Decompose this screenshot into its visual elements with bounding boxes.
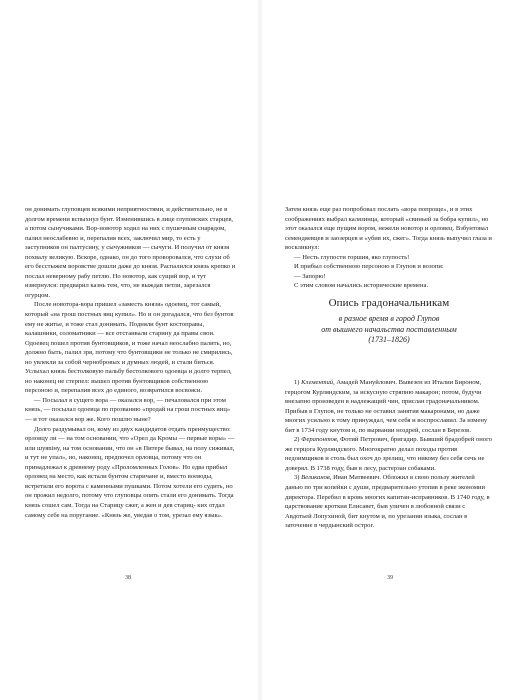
section-subtitle-line-3: (1731–1826) <box>368 335 410 344</box>
section-title: Опись градоначальникам <box>328 297 450 309</box>
left-paragraph-3: — Посылал я сущего вора — оказался вор, — печаловался при этом князь, — посылал одоевца по прозванию «продай на грош постных яиц» — и тот оказался вор же. Кого пошлю ныне? <box>25 396 231 424</box>
right-paragraph-1: Затем князь еще раз попробовал послать «вора попроще», и в этих соображениях выбрал калязинца, который «свиньей за бобра купил», но этот оказался еще пущим вором, нежели новотор и орловец. Взбунтовал семендяевцев и заозерцев и «убив их, сжег». Тогда князь выпучил глаза и воскликнул: <box>285 206 492 252</box>
list-item-name: Ферапонтов <box>301 436 337 444</box>
list-item-text: , Фотий Петрович, бригадир. Бывший брадобрей оного же герцога Курляндского. Многократно делал походы против недоимщиков и столь был охоч до зрелищ, что никому без себя сечь не доверял. В 1738 году, быв в лесу, растерзан собаками. <box>285 436 492 472</box>
left-paragraph-2: После новотора-вора пришел «заместь князя» одоевец, тот самый, который «на грош постных яиц купил». Но и он догадался, что без бунтов ему не житье, и тоже стал донимать. Подняли бунт костоправы, калашники, соломатники — все отстаивали старину да правы свои. Одоевец пошел против бунтовщиков, и тоже начал неослабно палить, но, должно быть, палил зря, потому что бунтовщики не только не смирились, но увлекли за собой чернобровых и думных людей, и стали биться. Услыхал князь бестолковую пальбу бестолкового одоевца и долго терпел, но наконец не стерпел: вышел против бунтовщиков собственною персоною и, перепалив всех до единого, возвратился восвояси. <box>25 301 234 395</box>
section-subtitle <box>285 314 493 346</box>
right-paragraph-5: С этим словом начались исторические времена. <box>294 282 429 290</box>
right-paragraph-4: — Запорю! <box>294 272 326 280</box>
list-item: 2) Ферапонтов, Фотий Петрович, бригадир. Бывший брадобрей оного же герцога Курляндского. Многократно делал походы против недоимщиков и столь был охоч до зрелищ, что никому без себя сечь не доверял. В 1738 году, быв в лесу, растерзан собаками. <box>285 436 492 472</box>
right-page-text <box>285 205 493 291</box>
left-page-number: 38 <box>125 575 131 581</box>
right-page <box>260 0 520 700</box>
left-paragraph-4: Долго раздумывал он, кому из двух кандидатов отдать преимущество: орловцу ли — на том основании, что «Орел да Кромы — первые воры» — или шуяniну, на том основании, что он «в Питере бывал, на полу сиживал, и тут не упал», но, наконец, предпочел орловца, потому что он принадлежал к древнему роду «Проломленных Голов». Но едва прибыл орловец на место, как встали бунтом старичане и, вместо воеводы, встретили его ворота с каменными пушками. Потом хотели его судить, но он прожил недолго, потому что глуповцы опять стали его донимать. Тогда князь сошел сам. Тогда на Старицу сжег, а жен и дев стариц- ких отдал самому себе на поругание. «Князь же, уведав о том, урезал ему язык». <box>25 425 235 519</box>
right-page-number: 39 <box>387 575 393 581</box>
right-paragraph-3: И прибыл собственною персоною в Глупов и возопи: <box>294 263 444 271</box>
list-item: 3) Великанов, Иван Матвеевич. Обложил в свою пользу жителей данью по три копейки с души, предварительно утопив в реке экономии директора. Перебил в кровь многих капитан-исправников. В 1740 году, в царствование кроткия Елисавет, быв уличен в любовной связи с Авдотьей Лопухиной, бит кнутом и, по урезании языка, сослан в заточение в чердынский острог. <box>285 474 490 530</box>
list-item-text: , Иван Матвеевич. Обложил в свою пользу жителей данью по три копейки с души, предварительно утопив в реке экономии директора. Перебил в кровь многих капитан-исправников. В 1740 году, в царствование кроткия Елисавет, быв уличен в любовной связи с Авдотьей Лопухиной, бит кнутом и, по урезании языка, сослан в заточение в чердынский острог. <box>285 474 490 530</box>
list-item-text: , Амадей Мануйлович. Вывезен из Италии Бироном, герцогом Курляндским, за искусную стряпню макарон; потом, будучи внезапно произведен в надлежащий чин, прислан градоначальником. Прибыв в Глупов, не только не оставил занятия макаронами, но даже многих усильно к тому принуждал, чем себя и воспрославил. За измену бит в 1734 году кнутом и, по вырвании ноздрей, сослан в Березов. <box>285 379 488 434</box>
section-subtitle-line-2: от вышнего начальства поставленным <box>321 324 457 334</box>
list-item: 1) Клементий, Амадей Мануйлович. Вывезен из Италии Бироном, герцогом Курляндским, за искусную стряпню макарон; потом, будучи внезапно произведен в надлежащий чин, прислан градоначальником. Прибыв в Глупов, не только не оставил занятия макаронами, но даже многих усильно к тому принуждал, чем себя и воспрославил. За измену бит в 1734 году кнутом и, по вырвании ноздрей, сослан в Березов. <box>285 379 488 434</box>
list-item-name: Великанов <box>301 474 330 482</box>
governors-list <box>285 378 493 531</box>
left-paragraph-1: он донимать глуповцев всякими неприятностями, и действительно, не в долгом времени вспыхнул бунт. Изменившись в лице глуповских старцев, а потом сынучиками. Вор-новотор ходил на них с пушечным снарядом, палил неослабевно и, перепалив всех, заключил мир, то есть у заступников он палтусину, у сычужников — сычуги. И получил от князя похвалу великую. Вскоре, однако, он до того проворовался, что слухи об его бесстыжем воровстве дошли даже до князя. Распалился князь крепко и послал неверному рабу петлю. Но новотор, как сущий вор, и тут извернулся: предварил казнь тем, что, не выждав петли, зарезался огурцом. <box>25 206 236 299</box>
section-subtitle-line-1: в разное время в город Глупов <box>338 314 440 323</box>
right-paragraph-2: — Несть глупости горшия, яко глупость! <box>294 253 410 261</box>
left-page-text <box>25 205 236 520</box>
list-item-name: Клементий <box>301 379 334 386</box>
